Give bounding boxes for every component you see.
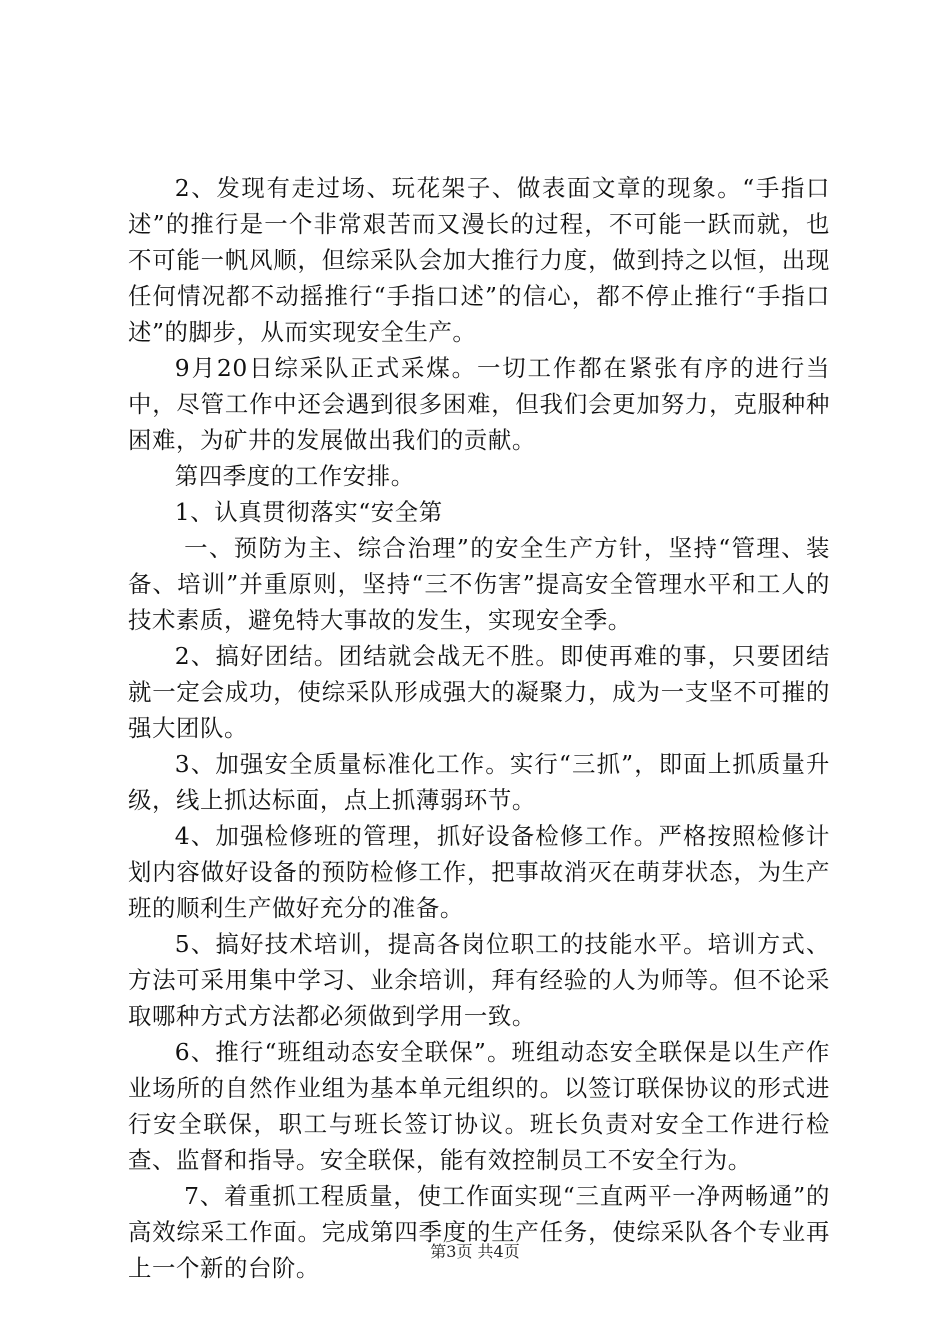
paragraph-1: 2、发现有走过场、玩花架子、做表面文章的现象。“手指口述”的推行是一个非常艰苦而又漫长的过程，不可能一跃而就，也不可能一帆风顺，但综采队会加大推行力度，做到持之以恒，出现任何情况都不动摇推行“手指口述”的信心，都不停止推行“手指口述”的脚步，从而实现安全生产。 xyxy=(128,174,830,346)
paragraph-8: 4、加强检修班的管理，抓好设备检修工作。严格按照检修计划内容做好设备的预防检修工作，把事故消灭在萌芽状态，为生产班的顺利生产做好充分的准备。 xyxy=(128,822,830,922)
paragraph-11: 7、着重抓工程质量，使工作面实现“三直两平一净两畅通”的高效综采工作面。完成第四季度的生产任务，使综采队各个专业再上一个新的台阶。 xyxy=(128,1182,830,1282)
paragraph-2: 9月20日综采队正式采煤。一切工作都在紧张有序的进行当中，尽管工作中还会遇到很多困难，但我们会更加努力，克服种种困难，为矿井的发展做出我们的贡献。 xyxy=(128,354,830,454)
paragraph-9: 5、搞好技术培训，提高各岗位职工的技能水平。培训方式、方法可采用集中学习、业余培训，拜有经验的人为师等。但不论采取哪种方式方法都必须做到学用一致。 xyxy=(128,930,830,1030)
paragraph-10: 6、推行“班组动态安全联保”。班组动态安全联保是以生产作业场所的自然作业组为基本单元组织的。以签订联保协议的形式进行安全联保，职工与班长签订协议。班长负责对安全工作进行检查、监督和指导。安全联保，能有效控制员工不安全行为。 xyxy=(128,1038,830,1174)
paragraph-5: 一、预防为主、综合治理”的安全生产方针，坚持“管理、装备、培训”并重原则，坚持“三不伤害”提高安全管理水平和工人的技术素质，避免特大事故的发生，实现安全季。 xyxy=(128,534,830,634)
document-body xyxy=(128,170,830,1286)
paragraph-3: 第四季度的工作安排。 xyxy=(174,462,415,490)
paragraph-7: 3、加强安全质量标准化工作。实行“三抓”，即面上抓质量升级，线上抓达标面，点上抓薄弱环节。 xyxy=(128,750,830,814)
paragraph-6: 2、搞好团结。团结就会战无不胜。即使再难的事，只要团结就一定会成功，使综采队形成强大的凝聚力，成为一支坚不可摧的强大团队。 xyxy=(128,642,830,742)
page-footer: 第3页 共4页 xyxy=(430,1242,520,1261)
paragraph-4: 1、认真贯彻落实“安全第 xyxy=(174,498,443,526)
